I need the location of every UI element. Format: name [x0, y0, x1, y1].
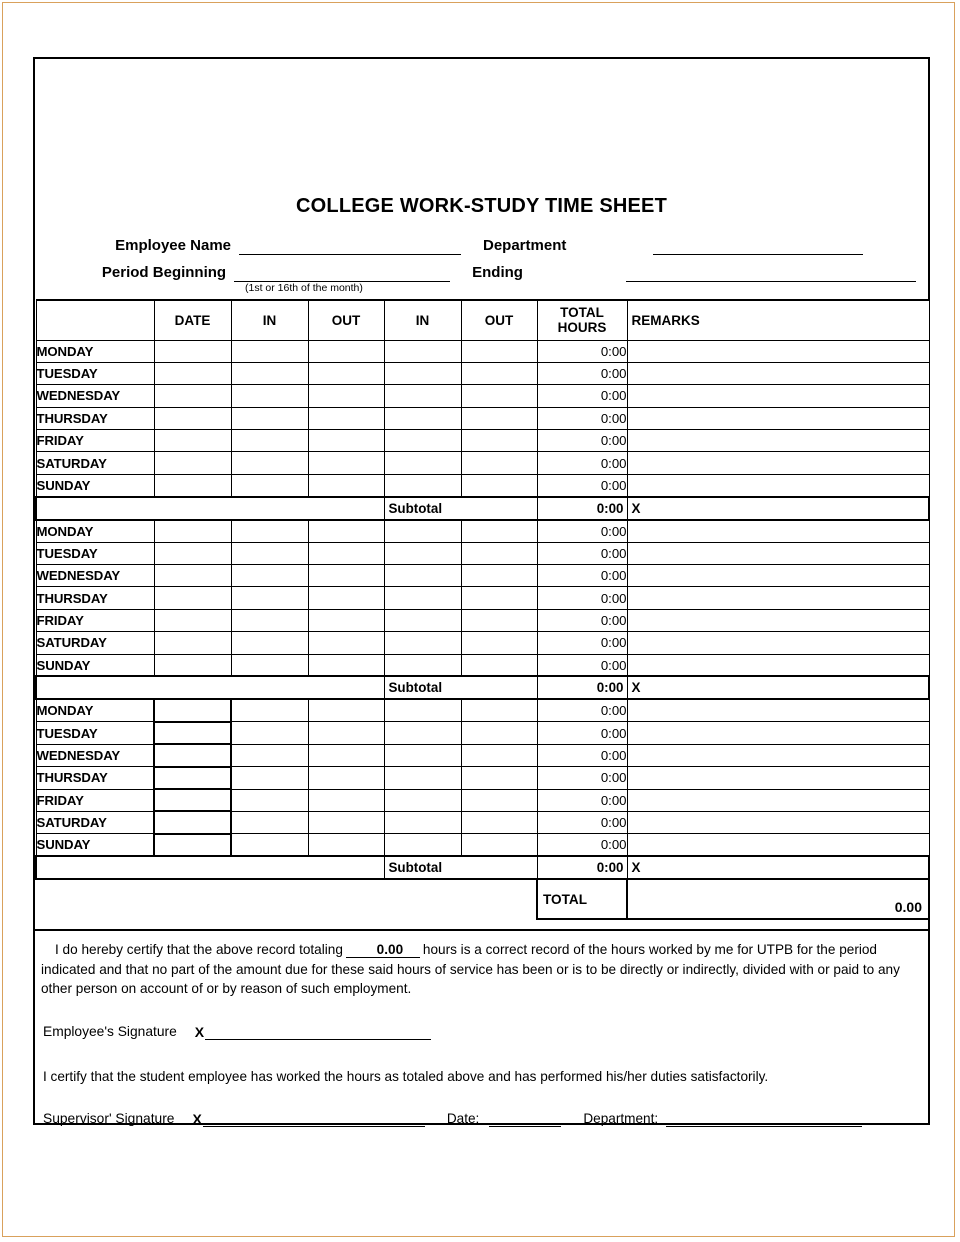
cell-in-1[interactable] — [231, 340, 308, 362]
row-day-label: MONDAY — [36, 520, 154, 542]
row-day-label: TUESDAY — [36, 542, 154, 564]
cell-total-hours: 0:00 — [537, 767, 627, 789]
subtotal-value: 0:00 — [537, 676, 627, 699]
cert-text-after: hours is a correct record of the hours worked by me for UTPB for the period indicated and that no part of the amount due for these said hours of service has been or is to be directly or indirectly, divided with or paid to any other person on account of or by reason of such employment. — [41, 942, 900, 997]
cell-out-1[interactable] — [308, 474, 384, 496]
cell-in-2[interactable] — [384, 430, 461, 452]
cell-out-2[interactable] — [461, 699, 537, 721]
cell-out-1[interactable] — [308, 407, 384, 429]
column-header-blank — [36, 300, 154, 340]
total-row — [36, 879, 929, 919]
cell-total-hours: 0:00 — [537, 362, 627, 384]
cell-out-1[interactable] — [308, 834, 384, 856]
cell-out-2[interactable] — [461, 811, 537, 833]
cell-in-1[interactable] — [231, 767, 308, 789]
cell-in-2[interactable] — [384, 632, 461, 654]
cell-out-1[interactable] — [308, 722, 384, 744]
row-day-label: SATURDAY — [36, 811, 154, 833]
cell-total-hours: 0:00 — [537, 587, 627, 609]
cell-date[interactable] — [154, 520, 231, 542]
cell-in-2[interactable] — [384, 811, 461, 833]
cell-in-2[interactable] — [384, 385, 461, 407]
row-day-label: MONDAY — [36, 340, 154, 362]
cell-remarks[interactable] — [627, 474, 929, 496]
table-row — [36, 789, 929, 811]
cell-date[interactable] — [154, 654, 231, 676]
period-hint: (1st or 16th of the month) — [245, 282, 363, 294]
cell-date[interactable] — [154, 362, 231, 384]
employee-name-input[interactable] — [239, 238, 461, 255]
cell-remarks[interactable] — [627, 654, 929, 676]
total-spacer — [36, 879, 537, 919]
column-header-out-1: OUT — [308, 300, 384, 340]
cell-remarks[interactable] — [627, 452, 929, 474]
cell-out-2[interactable] — [461, 474, 537, 496]
row-day-label: SUNDAY — [36, 834, 154, 856]
row-day-label: THURSDAY — [36, 767, 154, 789]
cell-in-1[interactable] — [231, 542, 308, 564]
supervisor-signature-label: Supervisor' Signature — [43, 1110, 175, 1126]
cell-in-2[interactable] — [384, 789, 461, 811]
cell-out-2[interactable] — [461, 520, 537, 542]
cell-date[interactable] — [154, 699, 231, 721]
cell-out-1[interactable] — [308, 789, 384, 811]
row-day-label: TUESDAY — [36, 362, 154, 384]
cell-in-2[interactable] — [384, 722, 461, 744]
cell-in-2[interactable] — [384, 587, 461, 609]
cell-date[interactable] — [154, 542, 231, 564]
subtotal-label: Subtotal — [384, 676, 537, 699]
cell-date[interactable] — [154, 452, 231, 474]
table-row — [36, 452, 929, 474]
cell-remarks[interactable] — [627, 542, 929, 564]
cell-in-1[interactable] — [231, 587, 308, 609]
cell-date[interactable] — [154, 767, 231, 789]
cell-out-2[interactable] — [461, 654, 537, 676]
cell-in-2[interactable] — [384, 407, 461, 429]
cell-out-2[interactable] — [461, 609, 537, 631]
column-header-total-hours: TOTAL HOURS — [537, 300, 627, 340]
cell-total-hours: 0:00 — [537, 474, 627, 496]
cell-remarks[interactable] — [627, 587, 929, 609]
cell-in-1[interactable] — [231, 632, 308, 654]
cell-date[interactable] — [154, 565, 231, 587]
table-row — [36, 340, 929, 362]
row-day-label: FRIDAY — [36, 430, 154, 452]
cell-remarks[interactable] — [627, 520, 929, 542]
row-day-label: TUESDAY — [36, 722, 154, 744]
cell-remarks[interactable] — [627, 430, 929, 452]
cell-out-1[interactable] — [308, 767, 384, 789]
cert-total-amount[interactable]: 0.00 — [346, 942, 420, 958]
cell-in-1[interactable] — [231, 452, 308, 474]
supervisor-signature-field[interactable] — [203, 1111, 425, 1127]
cell-out-1[interactable] — [308, 430, 384, 452]
cell-date[interactable] — [154, 340, 231, 362]
cell-total-hours: 0:00 — [537, 430, 627, 452]
cell-remarks[interactable] — [627, 385, 929, 407]
cell-in-1[interactable] — [231, 520, 308, 542]
cell-date[interactable] — [154, 834, 231, 856]
cell-total-hours: 0:00 — [537, 699, 627, 721]
cell-in-1[interactable] — [231, 565, 308, 587]
cell-out-2[interactable] — [461, 542, 537, 564]
cell-in-2[interactable] — [384, 767, 461, 789]
period-beginning-input[interactable] — [234, 265, 450, 282]
cell-out-1[interactable] — [308, 744, 384, 766]
employee-signature-field[interactable] — [205, 1024, 431, 1040]
cell-remarks[interactable] — [627, 722, 929, 744]
subtotal-remark: X — [627, 856, 929, 879]
row-day-label: FRIDAY — [36, 609, 154, 631]
cell-total-hours: 0:00 — [537, 520, 627, 542]
cell-total-hours: 0:00 — [537, 452, 627, 474]
cell-out-1[interactable] — [308, 362, 384, 384]
supervisor-signature-row — [41, 1110, 918, 1127]
cell-total-hours: 0:00 — [537, 632, 627, 654]
table-row — [36, 542, 929, 564]
cell-in-1[interactable] — [231, 362, 308, 384]
cell-total-hours: 0:00 — [537, 811, 627, 833]
table-row — [36, 430, 929, 452]
cell-out-2[interactable] — [461, 565, 537, 587]
cell-out-1[interactable] — [308, 452, 384, 474]
cell-total-hours: 0:00 — [537, 654, 627, 676]
subtotal-blank — [36, 856, 384, 879]
supervisor-department-field[interactable] — [666, 1111, 862, 1127]
table-row — [36, 699, 929, 721]
subtotal-row — [36, 497, 929, 520]
cell-in-1[interactable] — [231, 654, 308, 676]
total-label: TOTAL — [537, 879, 627, 919]
table-row — [36, 632, 929, 654]
cell-out-1[interactable] — [308, 632, 384, 654]
cell-in-1[interactable] — [231, 430, 308, 452]
employee-signature-mark: X — [194, 1023, 205, 1040]
supervisor-certification-text: I certify that the student employee has worked the hours as totaled above and has performed his/her duties satisfactorily. — [43, 1068, 769, 1084]
cell-in-2[interactable] — [384, 565, 461, 587]
cell-out-1[interactable] — [308, 609, 384, 631]
subtotal-blank — [36, 676, 384, 699]
employee-certification-text — [41, 940, 918, 999]
cell-in-1[interactable] — [231, 407, 308, 429]
row-day-label: THURSDAY — [36, 587, 154, 609]
column-header-remarks: REMARKS — [627, 300, 929, 340]
cell-date[interactable] — [154, 385, 231, 407]
cell-remarks[interactable] — [627, 632, 929, 654]
cell-date[interactable] — [154, 722, 231, 744]
subtotal-remark: X — [627, 676, 929, 699]
supervisor-department-label: Department: — [583, 1110, 659, 1126]
cell-in-2[interactable] — [384, 654, 461, 676]
cell-out-1[interactable] — [308, 520, 384, 542]
column-header-date: DATE — [154, 300, 231, 340]
cell-total-hours: 0:00 — [537, 744, 627, 766]
cell-out-2[interactable] — [461, 452, 537, 474]
cell-date[interactable] — [154, 811, 231, 833]
department-label: Department — [483, 237, 567, 254]
cell-total-hours: 0:00 — [537, 385, 627, 407]
cell-out-2[interactable] — [461, 632, 537, 654]
cert-text-before: I do hereby certify that the above record totaling — [55, 942, 343, 958]
cell-remarks[interactable] — [627, 565, 929, 587]
table-row — [36, 767, 929, 789]
timesheet-table — [35, 299, 930, 920]
cell-in-1[interactable] — [231, 834, 308, 856]
row-day-label: SATURDAY — [36, 452, 154, 474]
table-row — [36, 565, 929, 587]
date-field[interactable] — [489, 1111, 561, 1127]
employee-name-label: Employee Name — [115, 237, 231, 254]
cell-date[interactable] — [154, 632, 231, 654]
subtotal-remark: X — [627, 497, 929, 520]
cell-out-2[interactable] — [461, 767, 537, 789]
cell-out-2[interactable] — [461, 587, 537, 609]
subtotal-row — [36, 676, 929, 699]
timesheet-document — [33, 57, 930, 1125]
cell-remarks[interactable] — [627, 767, 929, 789]
cell-in-2[interactable] — [384, 520, 461, 542]
cell-in-1[interactable] — [231, 609, 308, 631]
cell-out-2[interactable] — [461, 362, 537, 384]
cell-out-1[interactable] — [308, 340, 384, 362]
cell-date[interactable] — [154, 609, 231, 631]
cell-out-1[interactable] — [308, 654, 384, 676]
column-header-in-1: IN — [231, 300, 308, 340]
table-row — [36, 834, 929, 856]
cell-out-2[interactable] — [461, 744, 537, 766]
cell-remarks[interactable] — [627, 699, 929, 721]
cell-remarks[interactable] — [627, 811, 929, 833]
table-row — [36, 385, 929, 407]
cell-in-2[interactable] — [384, 362, 461, 384]
ending-label: Ending — [472, 264, 523, 281]
cell-out-1[interactable] — [308, 811, 384, 833]
cell-out-1[interactable] — [308, 542, 384, 564]
row-day-label: WEDNESDAY — [36, 385, 154, 407]
subtotal-label: Subtotal — [384, 497, 537, 520]
cell-in-2[interactable] — [384, 340, 461, 362]
header-fields — [35, 228, 928, 294]
employee-signature-row — [41, 1023, 918, 1040]
cell-date[interactable] — [154, 789, 231, 811]
cell-total-hours: 0:00 — [537, 340, 627, 362]
table-row — [36, 520, 929, 542]
cell-total-hours: 0:00 — [537, 789, 627, 811]
cell-remarks[interactable] — [627, 789, 929, 811]
subtotal-label: Subtotal — [384, 856, 537, 879]
cell-total-hours: 0:00 — [537, 565, 627, 587]
cell-total-hours: 0:00 — [537, 834, 627, 856]
cell-total-hours: 0:00 — [537, 609, 627, 631]
period-beginning-label: Period Beginning — [101, 264, 227, 281]
cell-remarks[interactable] — [627, 744, 929, 766]
subtotal-row — [36, 856, 929, 879]
cell-date[interactable] — [154, 587, 231, 609]
cell-in-2[interactable] — [384, 609, 461, 631]
table-row — [36, 744, 929, 766]
table-row — [36, 811, 929, 833]
cell-in-1[interactable] — [231, 699, 308, 721]
cell-out-2[interactable] — [461, 834, 537, 856]
cell-date[interactable] — [154, 407, 231, 429]
table-row — [36, 362, 929, 384]
cell-out-1[interactable] — [308, 385, 384, 407]
cell-date[interactable] — [154, 430, 231, 452]
cell-total-hours: 0:00 — [537, 722, 627, 744]
certification-section — [35, 929, 928, 1127]
cell-remarks[interactable] — [627, 609, 929, 631]
column-header-out-2: OUT — [461, 300, 537, 340]
cell-out-2[interactable] — [461, 430, 537, 452]
cell-out-2[interactable] — [461, 789, 537, 811]
column-header-in-2: IN — [384, 300, 461, 340]
table-row — [36, 587, 929, 609]
date-label: Date: — [446, 1110, 480, 1126]
cell-remarks[interactable] — [627, 362, 929, 384]
table-row — [36, 654, 929, 676]
table-row — [36, 609, 929, 631]
row-day-label: THURSDAY — [36, 407, 154, 429]
page-title: COLLEGE WORK-STUDY TIME SHEET — [296, 195, 667, 217]
cell-date[interactable] — [154, 474, 231, 496]
row-day-label: SUNDAY — [36, 654, 154, 676]
subtotal-value: 0:00 — [537, 856, 627, 879]
employee-name-row — [49, 228, 916, 255]
supervisor-signature-mark: X — [192, 1110, 202, 1127]
subtotal-value: 0:00 — [537, 497, 627, 520]
cell-in-2[interactable] — [384, 744, 461, 766]
ending-input[interactable] — [626, 265, 916, 282]
cell-remarks[interactable] — [627, 407, 929, 429]
cell-out-1[interactable] — [308, 565, 384, 587]
department-input[interactable] — [653, 238, 863, 255]
cell-in-2[interactable] — [384, 474, 461, 496]
cell-in-1[interactable] — [231, 811, 308, 833]
table-row — [36, 722, 929, 744]
subtotal-blank — [36, 497, 384, 520]
cell-in-1[interactable] — [231, 722, 308, 744]
cell-out-2[interactable] — [461, 722, 537, 744]
cell-in-1[interactable] — [231, 385, 308, 407]
cell-in-2[interactable] — [384, 834, 461, 856]
total-value: 0.00 — [627, 879, 929, 919]
table-row — [36, 407, 929, 429]
row-day-label: FRIDAY — [36, 789, 154, 811]
table-header-row — [36, 300, 929, 340]
cell-total-hours: 0:00 — [537, 407, 627, 429]
cell-in-1[interactable] — [231, 474, 308, 496]
row-day-label: WEDNESDAY — [36, 744, 154, 766]
cell-out-1[interactable] — [308, 699, 384, 721]
table-row — [36, 474, 929, 496]
cell-out-2[interactable] — [461, 407, 537, 429]
period-beginning-row — [49, 255, 916, 282]
cell-in-1[interactable] — [231, 744, 308, 766]
cell-date[interactable] — [154, 744, 231, 766]
cell-in-1[interactable] — [231, 789, 308, 811]
employee-signature-label: Employee's Signature — [43, 1023, 177, 1039]
cell-out-1[interactable] — [308, 587, 384, 609]
cell-remarks[interactable] — [627, 340, 929, 362]
cell-out-2[interactable] — [461, 340, 537, 362]
row-day-label: MONDAY — [36, 699, 154, 721]
cell-total-hours: 0:00 — [537, 542, 627, 564]
row-day-label: SUNDAY — [36, 474, 154, 496]
cell-in-2[interactable] — [384, 542, 461, 564]
row-day-label: WEDNESDAY — [36, 565, 154, 587]
cell-in-2[interactable] — [384, 699, 461, 721]
cell-in-2[interactable] — [384, 452, 461, 474]
cell-out-2[interactable] — [461, 385, 537, 407]
row-day-label: SATURDAY — [36, 632, 154, 654]
cell-remarks[interactable] — [627, 834, 929, 856]
